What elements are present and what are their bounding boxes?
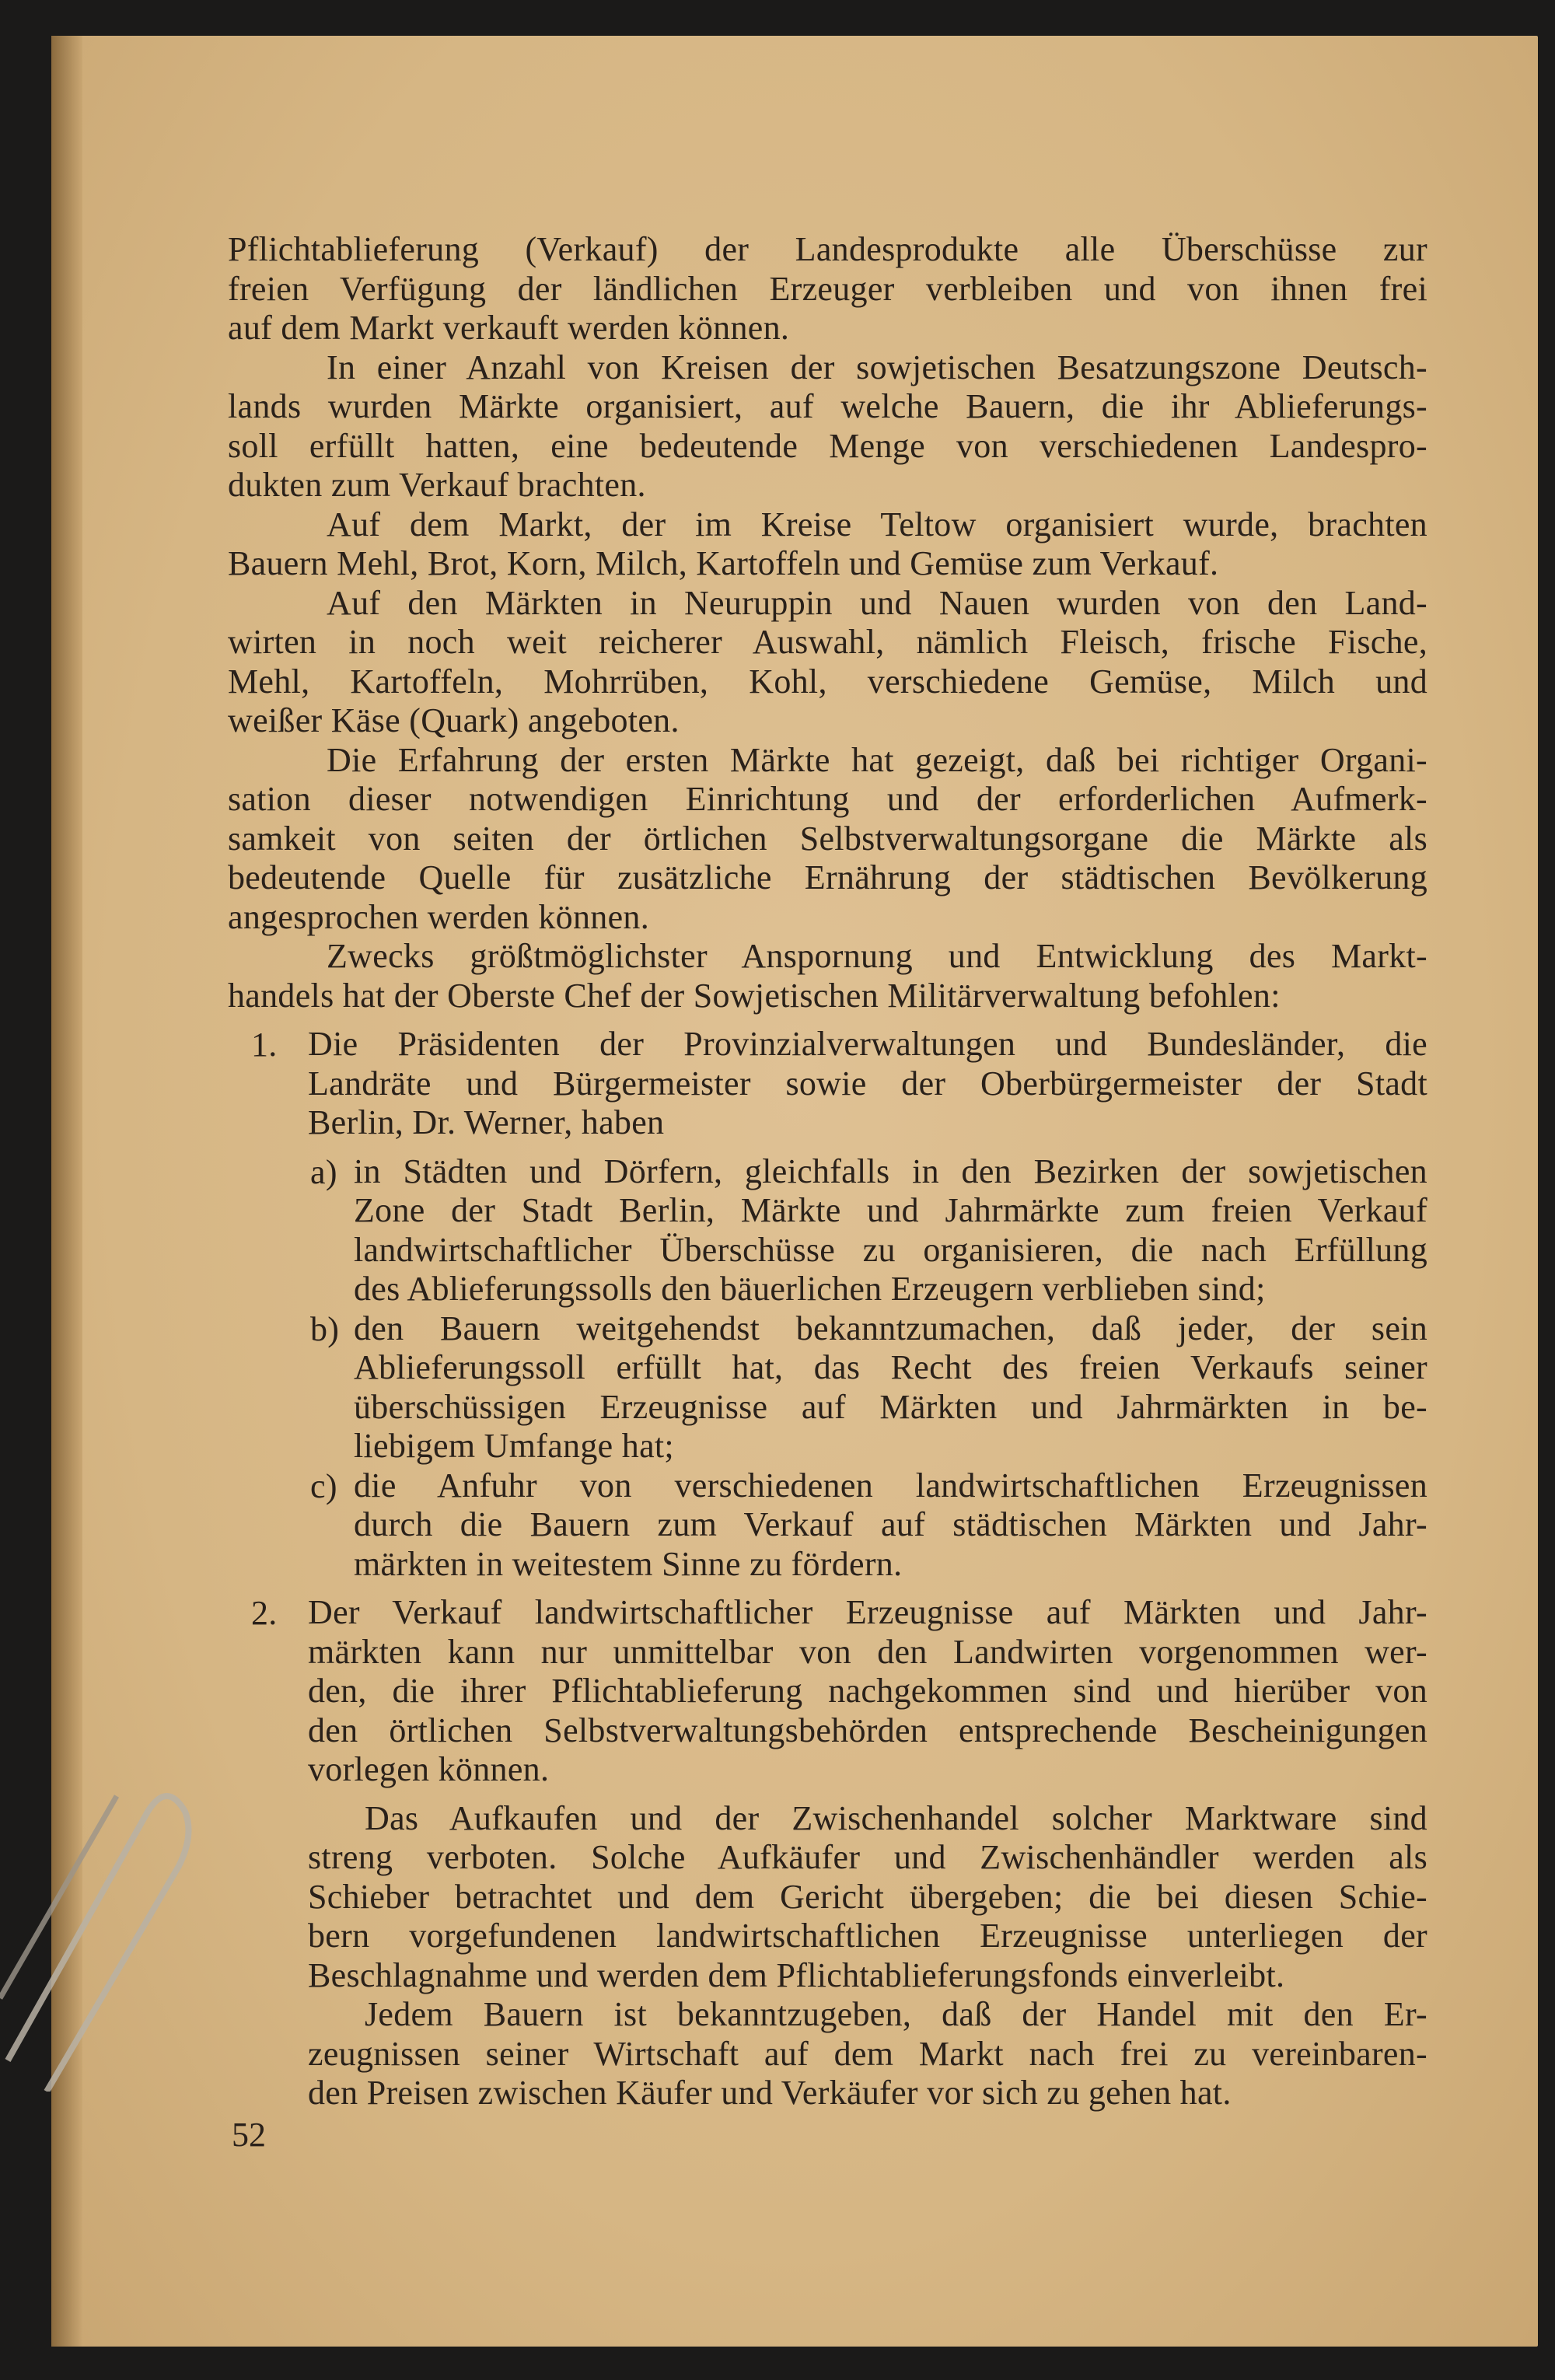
text-line: wirten in noch weit reicherer Auswahl, nämlich Fleisch, frische Fische, (228, 623, 1427, 661)
text-line: Das Aufkaufen und der Zwischenhandel solcher Marktware sind (365, 1798, 1427, 1837)
text-line: dukten zum Verkauf brachten. (228, 466, 646, 504)
paragraph (228, 505, 1427, 584)
list-item-text (308, 1025, 1427, 1143)
text-line: märkten in weitestem Sinne zu fördern. (354, 1544, 903, 1583)
page-number: 52 (232, 2116, 266, 2154)
text-line: Pflichtablieferung (Verkauf) der Landesprodukte alle Überschüsse zur (228, 230, 1427, 268)
paragraph (228, 1799, 1427, 1996)
text-line: Die Präsidenten der Provinzialverwaltungen und Bundesländer, die (308, 1025, 1427, 1063)
text-line: Beschlagnahme und werden dem Pflichtablieferungsfonds einverleibt. (308, 1955, 1285, 1994)
list-item-text (354, 1152, 1427, 1309)
text-line: liebigem Umfange hat; (354, 1427, 674, 1465)
paragraph (228, 230, 1427, 348)
text-line: sation dieser notwendigen Einrichtung und der erforderlichen Aufmerk- (228, 780, 1427, 818)
text-line: Der Verkauf landwirtschaftlicher Erzeugnisse auf Märkten und Jahr- (308, 1593, 1427, 1631)
text-line: bedeutende Quelle für zusätzliche Ernährung der städtischen Bevölkerung (228, 858, 1427, 896)
text-line: den Preisen zwischen Käufer und Verkäufer vor sich zu gehen hat. (308, 2074, 1232, 2112)
text-line: den örtlichen Selbstverwaltungsbehörden entsprechende Bescheinigungen (308, 1711, 1427, 1749)
text-line: Die Erfahrung der ersten Märkte hat gezeigt, daß bei richtiger Organi- (327, 740, 1427, 779)
paragraph (228, 348, 1427, 505)
sub-item (228, 1152, 1427, 1309)
text-line: Auf dem Markt, der im Kreise Teltow organisiert wurde, brachten (327, 505, 1427, 543)
text-line: In einer Anzahl von Kreisen der sowjetischen Besatzungszone Deutsch- (327, 348, 1427, 386)
text-line: auf dem Markt verkauft werden können. (228, 309, 790, 347)
text-line: Mehl, Kartoffeln, Mohrrüben, Kohl, verschiedene Gemüse, Milch und (228, 662, 1427, 701)
text-line: freien Verfügung der ländlichen Erzeuger verbleiben und von ihnen frei (228, 269, 1427, 308)
text-line: den, die ihrer Pflichtablieferung nachgekommen sind und hierüber von (308, 1672, 1427, 1710)
list-number: a) (310, 1152, 337, 1191)
body-text (228, 230, 1427, 2113)
text-line: Jedem Bauern ist bekanntzugeben, daß der Handel mit den Er- (365, 1995, 1427, 2033)
list-item-text (354, 1309, 1427, 1466)
list-number: b) (310, 1309, 340, 1348)
text-line: angesprochen werden können. (228, 897, 650, 936)
list-number: c) (310, 1466, 337, 1505)
text-line: vorlegen können. (308, 1750, 550, 1788)
text-line: zeugnissen seiner Wirtschaft auf dem Markt nach frei zu vereinbaren- (308, 2034, 1427, 2073)
text-line: märkten kann nur unmittelbar von den Landwirten vorgenommen wer- (308, 1632, 1427, 1671)
list-number: 1. (251, 1026, 278, 1064)
sub-item (228, 1309, 1427, 1466)
text-line: des Ablieferungssolls den bäuerlichen Erzeugern verblieben sind; (354, 1270, 1266, 1308)
text-line: die Anfuhr von verschiedenen landwirtschaftlichen Erzeugnissen (354, 1466, 1427, 1505)
paragraph (228, 1995, 1427, 2113)
text-line: Bauern Mehl, Brot, Korn, Milch, Kartoffeln und Gemüse zum Verkauf. (228, 544, 1219, 582)
text-line: Auf den Märkten in Neuruppin und Nauen wurden von den Land- (327, 583, 1427, 622)
text-line: Berlin, Dr. Werner, haben (308, 1103, 665, 1141)
text-line: Schieber betrachtet und dem Gericht übergeben; die bei diesen Schie- (308, 1877, 1427, 1916)
text-line: weißer Käse (Quark) angeboten. (228, 701, 680, 739)
text-line: in Städten und Dörfern, gleichfalls in den Bezirken der sowjetischen (354, 1152, 1427, 1190)
text-line: durch die Bauern zum Verkauf auf städtischen Märkten und Jahr- (354, 1505, 1427, 1543)
sub-item (228, 1466, 1427, 1585)
text-line: Landräte und Bürgermeister sowie der Oberbürgermeister der Stadt (308, 1064, 1427, 1103)
text-line: handels hat der Oberste Chef der Sowjetischen Militärverwaltung befohlen: (228, 976, 1281, 1015)
list-item-2 (228, 1593, 1427, 1790)
text-line: streng verboten. Solche Aufkäufer und Zwischenhändler werden als (308, 1838, 1427, 1876)
text-line: landwirtschaftlicher Überschüsse zu organisieren, die nach Erfüllung (354, 1230, 1427, 1269)
paragraph (228, 937, 1427, 1015)
paragraph (228, 741, 1427, 938)
text-line: Zwecks größtmöglichster Anspornung und Entwicklung des Markt- (327, 937, 1427, 975)
list-number: 2. (251, 1594, 278, 1632)
text-line: bern vorgefundenen landwirtschaftlichen Erzeugnisse unterliegen der (308, 1917, 1427, 1955)
paragraph (228, 584, 1427, 741)
text-line: samkeit von seiten der örtlichen Selbstverwaltungsorgane die Märkte als (228, 819, 1427, 858)
text-line: den Bauern weitgehendst bekanntzumachen, daß jeder, der sein (354, 1309, 1427, 1347)
text-line: lands wurden Märkte organisiert, auf welche Bauern, die ihr Ablieferungs- (228, 387, 1427, 425)
paperclip-icon (0, 1765, 202, 2092)
list-item-1 (228, 1025, 1427, 1143)
text-line: überschüssigen Erzeugnisse auf Märkten und Jahrmärkten in be- (354, 1387, 1427, 1426)
text-line: soll erfüllt hatten, eine bedeutende Menge von verschiedenen Landespro- (228, 426, 1427, 465)
list-item-text (308, 1593, 1427, 1790)
text-line: Ablieferungssoll erfüllt hat, das Recht des freien Verkaufs seiner (354, 1348, 1427, 1386)
list-item-text (354, 1466, 1427, 1585)
text-line: Zone der Stadt Berlin, Märkte und Jahrmärkte zum freien Verkauf (354, 1191, 1427, 1229)
